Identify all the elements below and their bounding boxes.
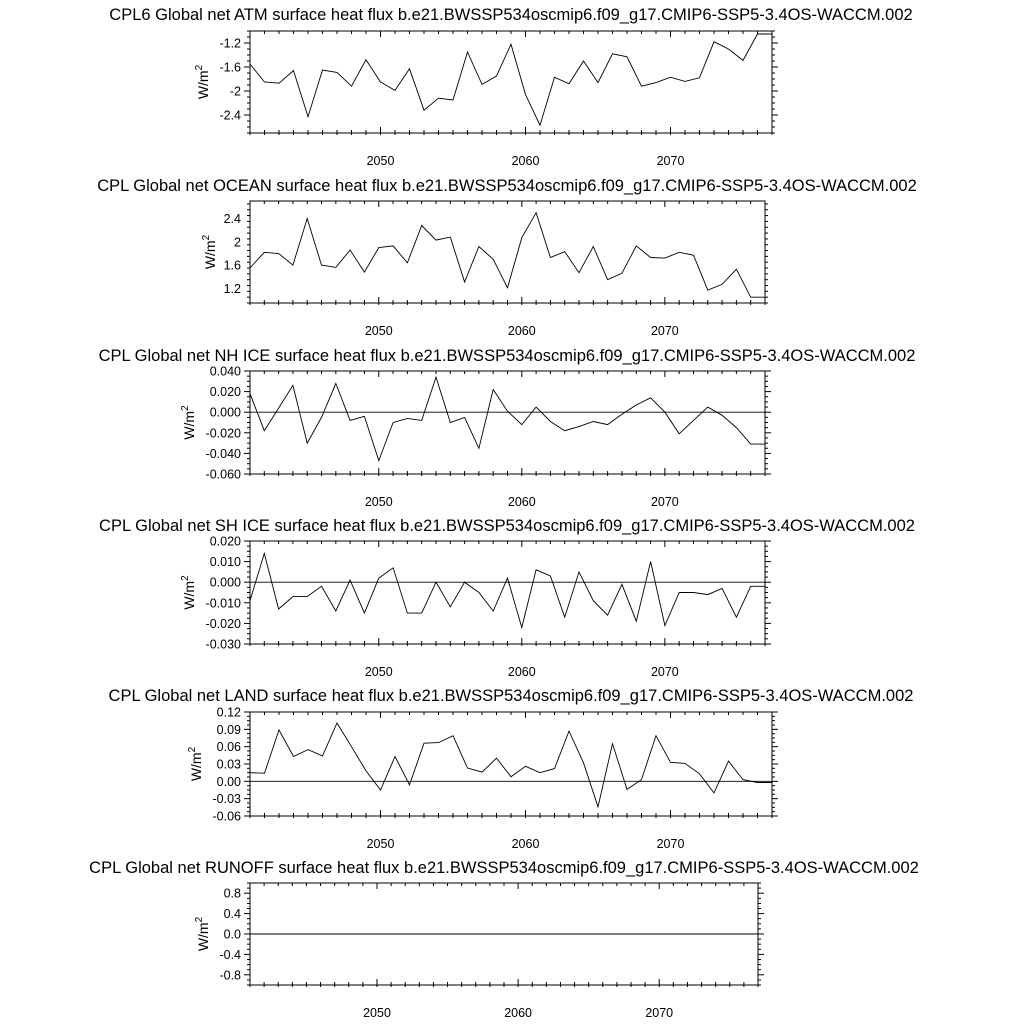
chart-panel-4	[99, 517, 915, 679]
chart-title: CPL Global net NH ICE surface heat flux b.e21.BWSSP534oscmip6.f09_g17.CMIP6-SSP5-3.4OS-WACCM.002	[98, 347, 916, 365]
x-tick-label: 2070	[650, 495, 679, 509]
x-tick-label: 2070	[656, 837, 685, 851]
chart-title: CPL Global net SH ICE surface heat flux b.e21.BWSSP534oscmip6.f09_g17.CMIP6-SSP5-3.4OS-WACCM.002	[99, 517, 915, 535]
y-tick-label: 0.000	[209, 575, 241, 590]
x-tick-label: 2050	[364, 665, 393, 679]
x-tick-label: 2050	[364, 324, 393, 338]
y-tick-label: -0.010	[205, 596, 241, 611]
series-line	[250, 723, 772, 807]
x-tick-label: 2060	[511, 154, 540, 168]
x-tick-label: 2050	[366, 837, 395, 851]
y-axis-label-exponent: 2	[187, 746, 198, 753]
y-tick-label: 0.020	[209, 534, 241, 549]
y-axis-label	[194, 64, 211, 99]
y-tick-label: 1.2	[223, 281, 241, 296]
y-tick-label: 0.020	[209, 385, 241, 400]
y-tick-label: -0.060	[205, 467, 241, 482]
plot-frame	[250, 371, 765, 474]
y-tick-label: 0.040	[209, 364, 241, 379]
chart-title: CPL Global net LAND surface heat flux b.e21.BWSSP534oscmip6.f09_g17.CMIP6-SSP5-3.4OS-WACCM.002	[108, 687, 914, 705]
chart-title: CPL Global net OCEAN surface heat flux b.e21.BWSSP534oscmip6.f09_g17.CMIP6-SSP5-3.4OS-WACCM.002	[97, 177, 917, 195]
y-tick-label: 0.000	[209, 405, 241, 420]
y-tick-label: -2.4	[219, 108, 241, 123]
y-tick-label: 0.09	[216, 722, 241, 737]
x-tick-label: 2050	[363, 1006, 391, 1020]
y-tick-label: 0.06	[216, 740, 241, 755]
y-tick-label: 0.4	[223, 907, 241, 922]
y-axis-label-exponent: 2	[180, 405, 191, 411]
x-tick-label: 2050	[366, 154, 395, 168]
y-tick-label: 0.00	[216, 774, 241, 789]
x-tick-label: 2070	[645, 1006, 674, 1020]
x-tick-label: 2070	[650, 665, 679, 679]
series-line	[250, 213, 765, 298]
y-tick-label: -0.020	[205, 426, 241, 441]
y-axis-label-exponent: 2	[180, 575, 191, 581]
y-tick-label: 2	[234, 235, 241, 250]
y-axis-label-unit: W/m	[195, 70, 211, 100]
y-tick-label: -0.8	[219, 968, 241, 983]
chart-panel-6	[89, 859, 919, 1020]
y-tick-label: -1.6	[219, 60, 241, 75]
chart-panel-1	[109, 6, 912, 168]
x-tick-label: 2060	[511, 837, 540, 851]
plot-frame	[250, 712, 772, 816]
y-tick-label: 2.4	[223, 211, 241, 226]
y-axis-label-unit: W/m	[188, 752, 204, 782]
chart-panel-2	[97, 177, 917, 338]
y-axis-label-unit: W/m	[202, 240, 218, 270]
y-tick-label: -0.030	[205, 637, 241, 652]
chart-title: CPL6 Global net ATM surface heat flux b.e21.BWSSP534oscmip6.f09_g17.CMIP6-SSP5-3.4OS-WACCM.002	[109, 6, 913, 24]
x-tick-label: 2060	[507, 324, 536, 338]
y-tick-label: 1.6	[223, 258, 241, 273]
y-axis-label	[180, 405, 197, 440]
y-axis-label	[187, 746, 204, 781]
y-tick-label: 0.03	[216, 757, 241, 772]
y-tick-label: 0.0	[223, 927, 241, 942]
series-line	[250, 553, 765, 627]
series-line	[250, 377, 765, 460]
y-axis-label-exponent: 2	[194, 916, 205, 923]
y-axis-label-unit: W/m	[195, 922, 211, 952]
x-tick-label: 2050	[364, 495, 393, 509]
chart-panel-5	[109, 687, 914, 851]
y-tick-label: -0.06	[212, 809, 241, 824]
y-tick-label: 0.010	[209, 555, 241, 570]
y-tick-label: 0.8	[223, 886, 241, 901]
y-tick-label: -0.4	[219, 947, 241, 962]
y-axis-label-unit: W/m	[181, 410, 197, 440]
y-axis-label-unit: W/m	[181, 580, 197, 610]
y-axis-label	[180, 575, 197, 610]
y-tick-label: 0.12	[216, 705, 241, 720]
x-tick-label: 2060	[507, 665, 536, 679]
y-tick-label: -0.040	[205, 446, 241, 461]
x-tick-label: 2070	[650, 324, 679, 338]
series-line	[250, 34, 772, 125]
plot-frame	[250, 31, 772, 133]
y-tick-label: -0.03	[212, 792, 241, 807]
y-axis-label	[201, 234, 218, 269]
x-tick-label: 2070	[656, 154, 685, 168]
chart-panel-3	[99, 347, 916, 509]
y-axis-label	[194, 916, 211, 951]
y-tick-label: -1.2	[219, 36, 241, 51]
x-tick-label: 2060	[507, 495, 536, 509]
y-tick-label: -2	[229, 84, 241, 99]
x-tick-label: 2060	[504, 1006, 533, 1020]
y-axis-label-exponent: 2	[194, 64, 205, 71]
y-tick-label: -0.020	[205, 616, 241, 631]
y-axis-label-exponent: 2	[201, 234, 212, 241]
chart-title: CPL Global net RUNOFF surface heat flux b.e21.BWSSP534oscmip6.f09_g17.CMIP6-SSP5-3.4OS-WACCM.002	[89, 859, 919, 877]
